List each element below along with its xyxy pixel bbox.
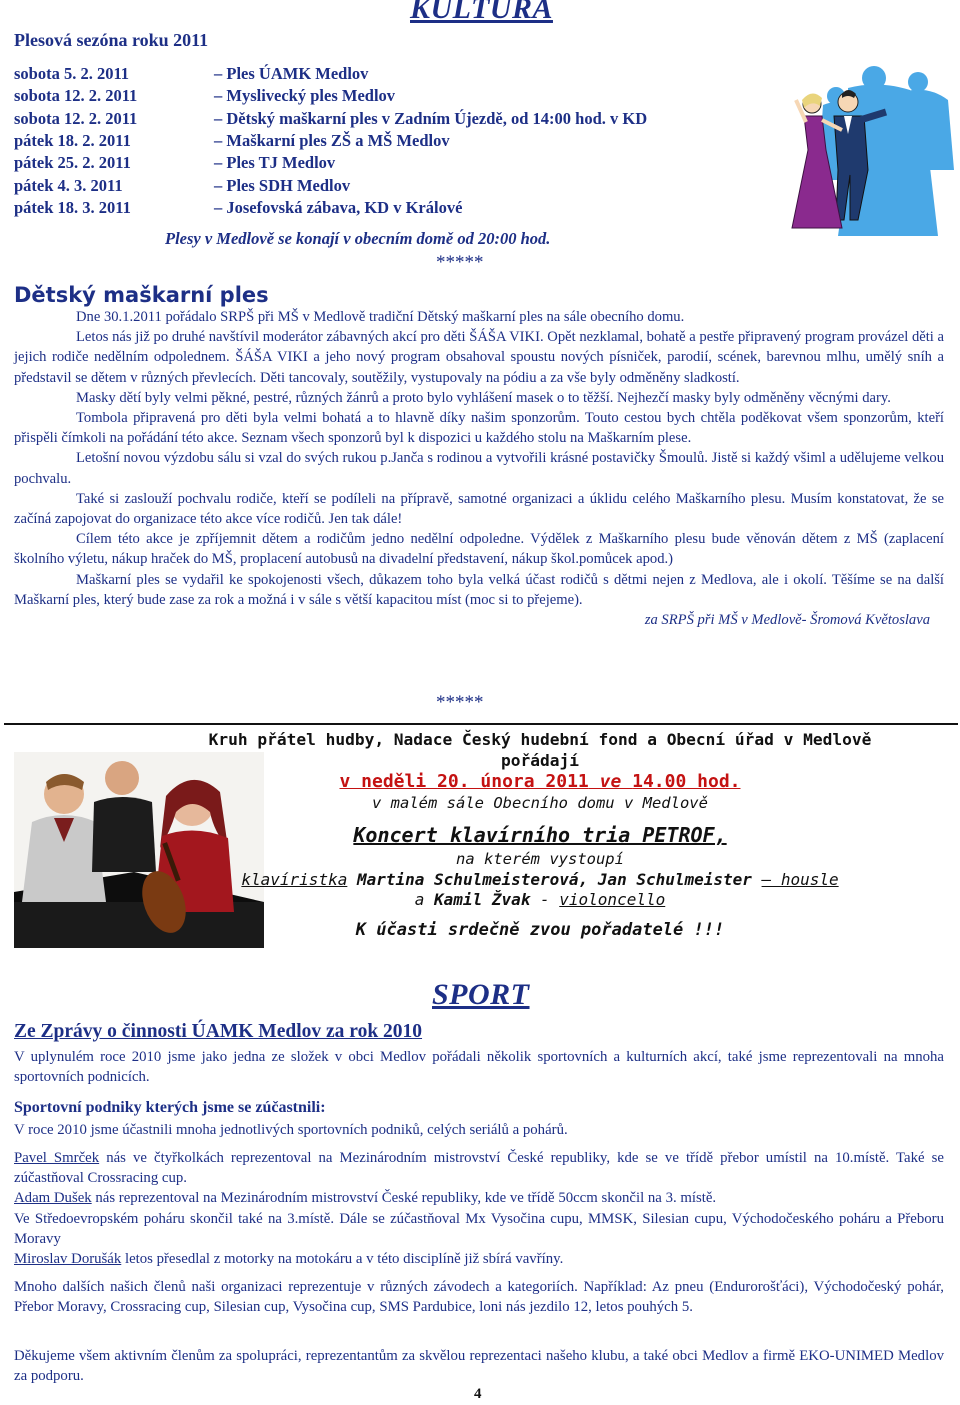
ball-event: – Myslivecký ples Medlov [214, 86, 396, 106]
masquerade-paragraph: Letošní novou výzdobu sálu si vzal do svých rukou p.Janča s rodinou a vytvořili krásné postavičky Šmoulů. Jistě si každý všiml a udělujeme velkou pochvalu. [14, 450, 944, 487]
masquerade-text [14, 307, 944, 630]
section-title-sport: SPORT [432, 978, 530, 1011]
ball-event: – Maškarní ples ZŠ a MŠ Medlov [214, 130, 450, 150]
sport-result-item: Ve Středoevropském poháru skončil také na 3.místě. Dále se zúčastňoval Mx Vysočina cupu, MMSK, Silesian cupu, Východočeského poháru a Přeboru Moravy [14, 1210, 944, 1247]
sport-intro: V uplynulém roce 2010 jsme jako jedna ze složek v obci Medlov pořádali několik sportovních a kulturních akcí, také jsme reprezentovali na mnoha sportovních podnicích. [14, 1049, 944, 1086]
sport-result-item: Adam Dušek nás reprezentoval na Mezinárodním mistrovství České republiky, kde ve třídě 50ccm skončil na 3. místě. [14, 1190, 717, 1207]
concert-organizers: Kruh přátel hudby, Nadace Český hudební fond a Obecní úřad v Medlově [208, 730, 872, 749]
sport-heading: Ze Zprávy o činnosti ÚAMK Medlov za rok 2010 [14, 1021, 423, 1042]
ball-event: – Dětský maškarní ples v Zadním Újezdě, od 14:00 hod. v KD [214, 108, 648, 128]
concert-date: v neděli 20. února 2011 ve 14.00 hod. [339, 771, 741, 792]
masquerade-paragraph: Tombola připravená pro děti byla velmi bohatá a to hlavně díky našim sponzorům. Touto cestou bych chtěla poděkovat všem sponzorům, kteří přispěli čímkoli na pořádání této akce. Seznam všech sponzorů byl k dispozici u každého stolu na Maškarním plese. [14, 410, 944, 447]
ball-date: sobota 12. 2. 2011 [14, 86, 138, 106]
concert-cellist: a Kamil Žvak - violoncello [414, 890, 666, 909]
sport-subheading: Sportovní podniky kterých jsme se zúčastnili: [14, 1099, 326, 1116]
concert-performers: klavíristka Martina Schulmeisterová, Jan Schulmeister – housle [241, 870, 839, 889]
ball-season-row [14, 198, 734, 220]
masquerade-paragraph: Také si zaslouží pochvalu rodiče, kteří se podíleli na přípravě, samotné organizaci a úklidu celého Maškarního plesu. Musím konstatovat, že se začíná zapojovat do organizace této akce více rodičů. Jen tak dále! [14, 490, 944, 528]
ball-season-heading: Plesová sezóna roku 2011 [14, 30, 209, 50]
ball-date: pátek 18. 2. 2011 [14, 130, 131, 150]
ball-event: – Josefovská zábava, KD v Králové [214, 197, 463, 217]
sport-thanks: Děkujeme všem aktivním členům za spolupráci, reprezentantům za skvělou reprezentaci našeho klubu, a také obci Medlov a firmě EKO-UNIMED Medlov za podporu. [14, 1348, 944, 1385]
section-title-kultura: KULTURA [410, 0, 553, 25]
masquerade-paragraph: Letos nás již po druhé navštívil moderátor zábavných akcí pro děti ŠÁŠA VIKI. Opět nezklamal, bohatě a pestře připravený program provázel děti a jejich rodiče nedělním odpolednem. ŠÁŠA VIKI a jeho nový program obsahoval spoustu nových písniček, parodií, scének, barevnou mlhu, umělý sníh a představil se dětem v různých převlecích. Děti tancovaly, soutěžily, vystupovaly na pódiu a za vše byly odměněny sladkostí. [14, 329, 944, 386]
concert-organizes: pořádají [501, 751, 579, 770]
sport-results [14, 1148, 944, 1269]
ball-season-row [14, 64, 734, 86]
ball-season-row [14, 176, 734, 198]
ball-season-note: Plesy v Medlově se konají v obecním domě od 20:00 hod. [165, 229, 551, 248]
concert-performs: na kterém vystoupí [456, 850, 624, 868]
ball-date: pátek 4. 3. 2011 [14, 175, 123, 195]
sport-subtext: V roce 2010 jsme účastnili mnoha jednotlivých sportovních podniků, celých seriálů a pohárů. [14, 1122, 568, 1138]
ball-date: pátek 18. 3. 2011 [14, 197, 131, 217]
sport-more: Mnoho dalších našich členů naši organizaci reprezentuje v různých závodech a kategoriích. Například: Az pneu (Endurorošťáci), Východočeský pohár, Přebor Moravy, Crossracing cup, Silesian cup, Vysočina cup, SMS Pardubice, loni nás jezdilo 12, letos pouhých 5. [14, 1279, 944, 1316]
ball-date: pátek 25. 2. 2011 [14, 153, 131, 173]
ball-season-row [14, 131, 734, 153]
masquerade-paragraph: Maškarní ples se vydařil ke spokojenosti všech, důkazem toho byla velká účast rodičů s dětmi nejen z Medlova, ale i okolí. Těšíme se na další Maškarní ples, který bude zase za rok a možná i v sále s větší kapacitou míst (moc si to přejeme). [14, 571, 944, 608]
masquerade-signature: za SRPŠ při MŠ v Medlově- Šromová Květoslava [644, 612, 930, 629]
masquerade-paragraph: Masky dětí byly velmi pěkné, pestré, různých žánrů a proto bylo vyhlášení masek o to těžší. Nejhezčí masky byly odměněny věcnými dary. [76, 389, 891, 406]
masquerade-heading: Dětský maškarní ples [14, 283, 269, 307]
sport-result-item: Miroslav Dorušák letos přesedlal z motorky na motokáru a v této disciplíně již sbírá vavříny. [14, 1251, 564, 1268]
ball-season-row [14, 109, 734, 131]
ball-event: – Ples TJ Medlov [214, 153, 336, 173]
concert-venue: v malém sále Obecního domu v Medlově [372, 794, 708, 812]
masquerade-paragraph: Dne 30.1.2011 pořádalo SRPŠ při MŠ v Medlově tradiční Dětský maškarní ples na sále obecního domu. [76, 309, 685, 325]
separator-stars: ***** [436, 252, 484, 273]
page-number: 4 [474, 1386, 482, 1402]
ball-date: sobota 5. 2. 2011 [14, 64, 130, 83]
concert-invite: K účasti srdečně zvou pořadatelé !!! [355, 920, 725, 940]
separator-stars: ***** [436, 692, 484, 713]
ball-date: sobota 12. 2. 2011 [14, 108, 138, 128]
masquerade-paragraph: Cílem této akce je zpříjemnit dětem a rodičům jedno nedělní odpoledne. Výdělek z Maškarního plesu bude věnován dětem z MŠ (zaplacení školního výletu, nákup hraček do MŠ, proplacení autobusů na divadelní představení, nákup škol.pomůcek apod.) [14, 531, 944, 568]
ball-season-row [14, 86, 734, 108]
dancing-couple-illustration [778, 60, 958, 236]
sport-result-item: Pavel Smrček nás ve čtyřkolkách reprezentoval na Mezinárodním mistrovství České republiky, kde se ve třídě přebor umístil na 10.místě. Také se zúčastňoval Crossracing cup. [14, 1150, 944, 1187]
concert-title: Koncert klavírního tria PETROF, [353, 823, 727, 847]
ball-event: – Ples SDH Medlov [214, 175, 351, 195]
ball-event: – Ples ÚAMK Medlov [214, 64, 369, 83]
ball-season-row [14, 153, 734, 175]
